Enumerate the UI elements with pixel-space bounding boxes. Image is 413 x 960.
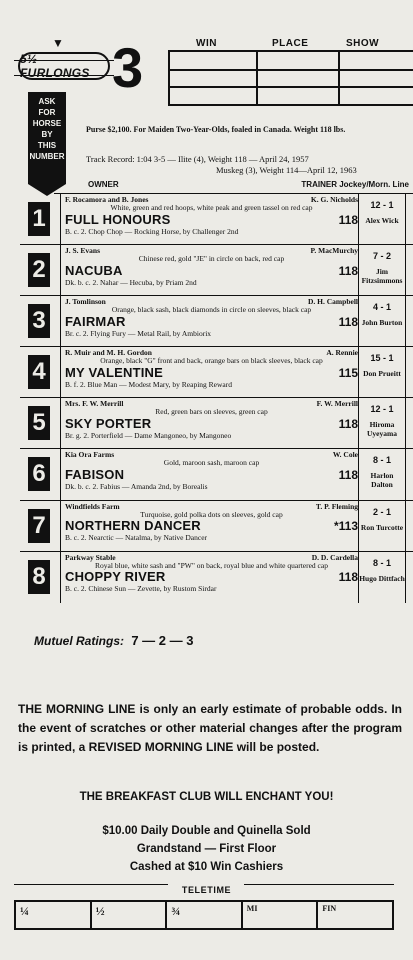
morning-line-odds: 7 - 2 <box>372 251 391 262</box>
jockey-name: Harlon Dalton <box>370 471 394 490</box>
silks-description: Orange, black "G" front and back, orange bars on black sleeves, black cap <box>100 356 323 366</box>
horse-row <box>65 519 358 533</box>
post-position-number: 2 <box>28 253 50 287</box>
daily-double-line: Grandstand — First Floor <box>136 843 277 855</box>
entry-row <box>20 245 413 296</box>
teletime-quarter: ¼ <box>16 902 92 928</box>
distance-badge: 5½ FURLONGS <box>18 52 110 80</box>
breeding: Dk. b. c. 2. Fabius — Amanda 2nd, by Borealis <box>65 481 208 491</box>
trainer-header: TRAINER Jockey/Morn. Line <box>301 180 409 189</box>
trainer-name: W. Cole <box>332 450 358 460</box>
trainer-name: P. MacMurchy <box>310 246 358 256</box>
mutuel-label: Mutuel Ratings: <box>34 634 124 648</box>
trainer-name: F. W. Merrill <box>316 399 358 409</box>
owner-name: Windfields Farm <box>65 501 120 511</box>
ask-line: BY <box>41 130 53 139</box>
trainer-name: D. D. Cardella <box>311 552 358 562</box>
entry-details <box>60 347 358 397</box>
breeding: Br. c. 2. Flying Fury — Metal Rail, by Ambiorix <box>65 328 212 338</box>
entry-details <box>60 194 358 244</box>
weight: 118 <box>338 467 358 482</box>
daily-double-info <box>0 822 413 876</box>
jockey-name: Ron Turcotte <box>360 522 404 532</box>
trainer-name: T. P. Fleming <box>315 501 358 511</box>
jockey-name: Don Prueitt <box>363 369 401 379</box>
morning-line-col <box>358 398 406 448</box>
post-position-number: 6 <box>28 457 50 491</box>
horse-row <box>65 366 358 380</box>
horse-name: MY VALENTINE <box>65 364 163 380</box>
show-column-header: SHOW <box>346 38 380 49</box>
entry-details <box>60 552 358 603</box>
column-headers <box>54 180 413 189</box>
entry-details <box>60 501 358 551</box>
owner-name: R. Muir and M. H. Gordon <box>65 348 152 358</box>
race-number: 3 <box>112 36 144 99</box>
breeding: Dk. b. c. 2. Nahar — Hecuba, by Priam 2nd <box>65 277 197 287</box>
weight: 118 <box>338 263 358 278</box>
horse-name: SKY PORTER <box>65 415 152 431</box>
track-record <box>86 154 413 176</box>
horse-name: NACUBA <box>65 262 123 278</box>
horse-row <box>65 264 358 278</box>
pointer-arrow-icon: ▼ <box>52 36 64 50</box>
morning-line-odds: 8 - 1 <box>372 455 391 466</box>
entry-details <box>60 245 358 295</box>
track-record-line1: Track Record: 1:04 3-5 — Ilite (4), Weight 118 — April 24, 1957 <box>86 154 309 164</box>
entry-row <box>20 347 413 398</box>
silks-description: Gold, maroon sash, maroon cap <box>163 458 260 468</box>
jockey-name: Jim Fitzsimmons <box>361 267 403 286</box>
breeding: Br. g. 2. Porterfield — Dame Mangoneo, by Mangoneo <box>65 430 232 440</box>
owner-name: Parkway Stable <box>65 552 116 562</box>
weight: 115 <box>338 365 358 380</box>
teletime-grid <box>14 900 394 930</box>
horse-name: FULL HONOURS <box>65 211 171 227</box>
breeding: B. c. 2. Chinese Sun — Zevette, by Rustom Sirdar <box>65 584 217 594</box>
morning-line-notice: THE MORNING LINE is only an early estimate of probable odds. In the event of scratches or other material changes after the program is printed, a REVISED MORNING LINE will be posted. <box>18 702 402 754</box>
ask-line: NUMBER <box>29 152 65 161</box>
trainer-name: D. H. Campbell <box>307 297 358 307</box>
breakfast-club-notice: THE BREAKFAST CLUB WILL ENCHANT YOU! <box>79 791 334 803</box>
morning-line-col <box>358 501 406 551</box>
morning-line-col <box>358 296 406 346</box>
horse-name: FABISON <box>65 466 125 482</box>
weight: 118 <box>338 570 358 585</box>
teletime-three-quarter: ¾ <box>167 902 243 928</box>
post-position-number: 1 <box>28 202 50 236</box>
morning-line-odds: 8 - 1 <box>372 557 391 568</box>
place-column-header: PLACE <box>272 38 309 49</box>
owner-name: J. S. Evans <box>65 246 101 256</box>
entry-details <box>60 296 358 346</box>
morning-line-odds: 2 - 1 <box>372 506 391 517</box>
trainer-name: A. Rennie <box>326 348 358 358</box>
teletime-mile: MI <box>243 902 319 928</box>
entry-row <box>20 194 413 245</box>
horse-name: CHOPPY RIVER <box>65 569 166 585</box>
horse-name: NORTHERN DANCER <box>65 518 201 534</box>
post-position-number: 4 <box>28 355 50 389</box>
weight: 118 <box>338 416 358 431</box>
breeding: B. c. 2. Chop Chop — Rocking Horse, by Challenger 2nd <box>65 226 239 236</box>
ask-line: HORSE <box>32 119 62 128</box>
horse-row <box>65 417 358 431</box>
horse-row <box>65 213 358 227</box>
entry-row <box>20 398 413 449</box>
mutuel-values: 7 — 2 — 3 <box>131 633 194 648</box>
silks-description: Turquoise, gold polka dots on sleeves, gold cap <box>140 509 283 519</box>
morning-line-col <box>358 194 406 244</box>
ask-line: ASK <box>38 97 56 106</box>
ask-for-horse-box <box>28 92 66 184</box>
daily-double-line: $10.00 Daily Double and Quinella Sold <box>102 825 311 837</box>
entry-row <box>20 449 413 500</box>
horse-row <box>65 315 358 329</box>
horse-row <box>65 468 358 482</box>
jockey-name: Hugo Dittfach <box>359 573 405 583</box>
ask-line: FOR <box>38 108 56 117</box>
silks-description: Chinese red, gold "JE" in circle on back, red cap <box>138 254 285 264</box>
horse-name: FAIRMAR <box>65 313 126 329</box>
owner-name: F. Rocamora and B. Jones <box>65 195 149 204</box>
teletime-half: ½ <box>92 902 168 928</box>
owner-name: Mrs. F. W. Merrill <box>65 399 124 409</box>
purse-conditions: Purse $2,100. For Maiden Two-Year-Olds, foaled in Canada. Weight 118 lbs. <box>86 125 346 134</box>
entries-list <box>20 194 413 603</box>
entry-row <box>20 501 413 552</box>
breeding: B. f. 2. Blue Man — Modest Mary, by Reaping Reward <box>65 379 232 389</box>
horse-row <box>65 570 358 584</box>
weight: 118 <box>338 314 358 329</box>
owner-name: Kia Ora Farms <box>65 450 115 460</box>
entry-details <box>60 449 358 499</box>
morning-line-col <box>358 245 406 295</box>
morning-line-odds: 4 - 1 <box>372 302 391 313</box>
morning-line-odds: 15 - 1 <box>370 353 394 364</box>
post-position-number: 3 <box>28 304 50 338</box>
post-position-number: 8 <box>28 560 50 594</box>
entry-details <box>60 398 358 448</box>
entry-row <box>20 296 413 347</box>
owner-header: OWNER <box>88 180 119 189</box>
morning-line-col <box>358 552 406 603</box>
weight: *113 <box>333 519 358 534</box>
daily-double-line: Cashed at $10 Win Cashiers <box>129 861 284 873</box>
breeding: B. c. 2. Nearctic — Natalma, by Native Dancer <box>65 533 208 543</box>
morning-line-col <box>358 347 406 397</box>
morning-line-col <box>358 449 406 499</box>
entry-row <box>20 552 413 603</box>
owner-name: J. Tomlinson <box>65 297 106 307</box>
silks-description: Orange, black sash, black diamonds in circle on sleeves, black cap <box>111 305 312 315</box>
track-record-line2: Muskeg (3), Weight 114—April 12, 1963 <box>216 165 357 175</box>
jockey-name: John Burton <box>361 318 403 328</box>
morning-line-odds: 12 - 1 <box>370 200 394 210</box>
jockey-name: Hiroma Uyeyama <box>367 420 397 439</box>
trainer-name: K. G. Nicholds <box>310 195 358 204</box>
weight: 118 <box>338 212 358 227</box>
post-position-number: 7 <box>28 509 50 543</box>
win-column-header: WIN <box>196 38 217 49</box>
silks-description: Red, green bars on sleeves, green cap <box>155 407 268 417</box>
morning-line-odds: 12 - 1 <box>370 404 394 415</box>
teletime-finish: FIN <box>322 904 337 913</box>
jockey-name: Alex Wick <box>365 216 399 225</box>
mutuel-ratings <box>34 633 193 648</box>
teletime-title: TELETIME <box>181 885 232 895</box>
silks-description: White, green and red hoops, white peak and green tassel on red cap <box>110 203 313 212</box>
bet-grid <box>168 50 413 106</box>
silks-description: Royal blue, white sash and "PW" on back, royal blue and white quartered cap <box>95 560 328 570</box>
post-position-number: 5 <box>28 406 50 440</box>
ask-line: THIS <box>37 141 57 150</box>
